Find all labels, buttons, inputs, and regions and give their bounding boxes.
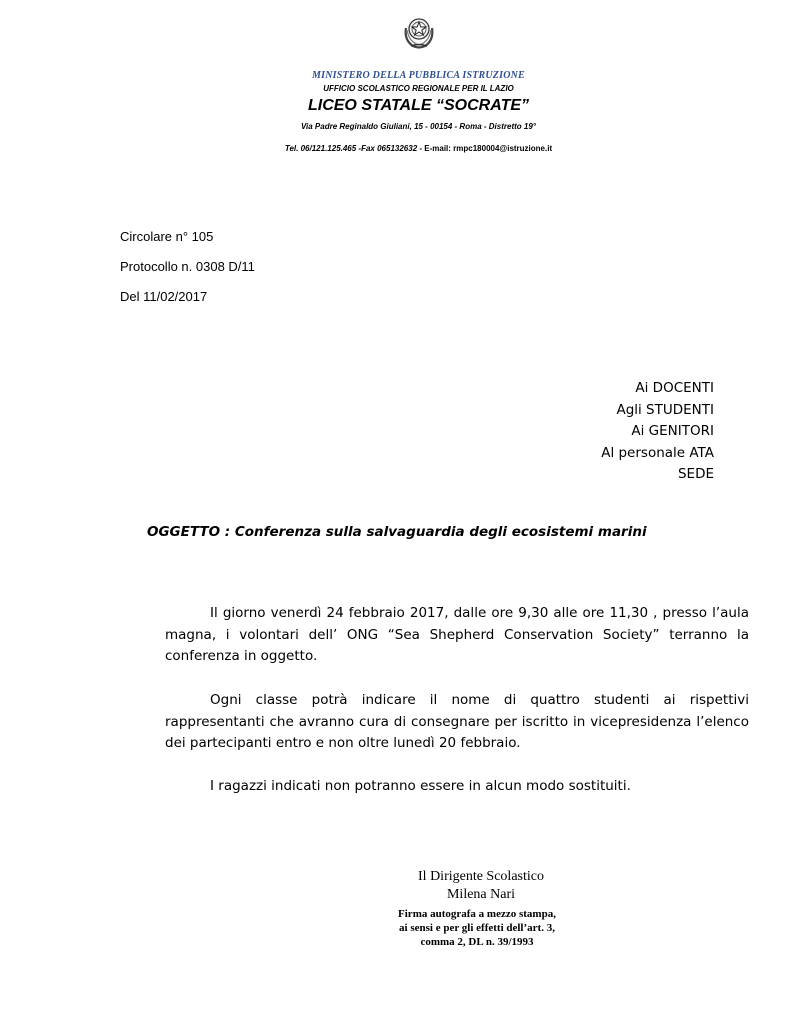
recipient-ata: Al personale ATA — [601, 444, 714, 461]
circular-number: Circolare n° 105 — [120, 229, 214, 244]
school-email: E-mail: rmpc180004@istruzione.it — [424, 144, 553, 153]
school-name: LICEO STATALE “SOCRATE” — [307, 97, 530, 114]
school-address: Via Padre Reginaldo Giuliani, 15 - 00154 - Roma - Distretto 19° — [301, 122, 536, 131]
paragraph-text: I ragazzi indicati non potranno essere in alcun modo sostituiti. — [210, 778, 631, 794]
recipient-genitori: Ai GENITORI — [631, 423, 714, 439]
body-paragraph — [165, 776, 749, 798]
italian-republic-emblem-icon — [401, 12, 437, 50]
signature-note-line: Firma autografa a mezzo stampa, — [398, 908, 556, 920]
paragraph-text: Il giorno venerdì 24 febbraio 2017, dalle ore 9,30 alle ore 11,30 , presso l’aula magna, i volontari dell’ ONG “Sea Shepherd Conservation Society” terranno la conferenza in oggetto. — [165, 605, 749, 664]
phone-fax: Tel. 06/121.125.465 -Fax 065132632 - — [284, 144, 423, 153]
recipient-sede: SEDE — [677, 466, 714, 482]
signature-note-line: ai sensi e per gli effetti dell’art. 3, — [399, 922, 555, 934]
signature-note-line: comma 2, DL n. 39/1993 — [420, 936, 534, 948]
subject-line: OGGETTO : Conferenza sulla salvaguardia degli ecosistemi marini — [147, 524, 647, 540]
recipient-studenti: Agli STUDENTI — [616, 401, 714, 418]
body-paragraph — [165, 690, 749, 755]
regional-office: UFFICIO SCOLASTICO REGIONALE PER IL LAZIO — [323, 84, 514, 93]
recipient-docenti: Ai DOCENTI — [635, 380, 714, 396]
ministry-title: MINISTERO DELLA PUBBLICA ISTRUZIONE — [312, 70, 525, 81]
recipients-block — [601, 378, 714, 486]
school-contacts — [0, 144, 791, 153]
signature-note — [367, 907, 587, 949]
circular-date: Del 11/02/2017 — [120, 289, 208, 304]
protocol-number: Protocollo n. 0308 D/11 — [120, 259, 255, 274]
paragraph-text: Ogni classe potrà indicare il nome di quattro studenti ai rispettivi rappresentanti che avranno cura di consegnare per iscritto in vicepresidenza l’elenco dei partecipanti entro e non oltre lunedì 20 febbraio. — [165, 692, 749, 751]
signatory-name: Milena Nari — [446, 887, 516, 902]
body-paragraph — [165, 603, 749, 668]
signatory-title: Il Dirigente Scolastico — [418, 869, 544, 884]
